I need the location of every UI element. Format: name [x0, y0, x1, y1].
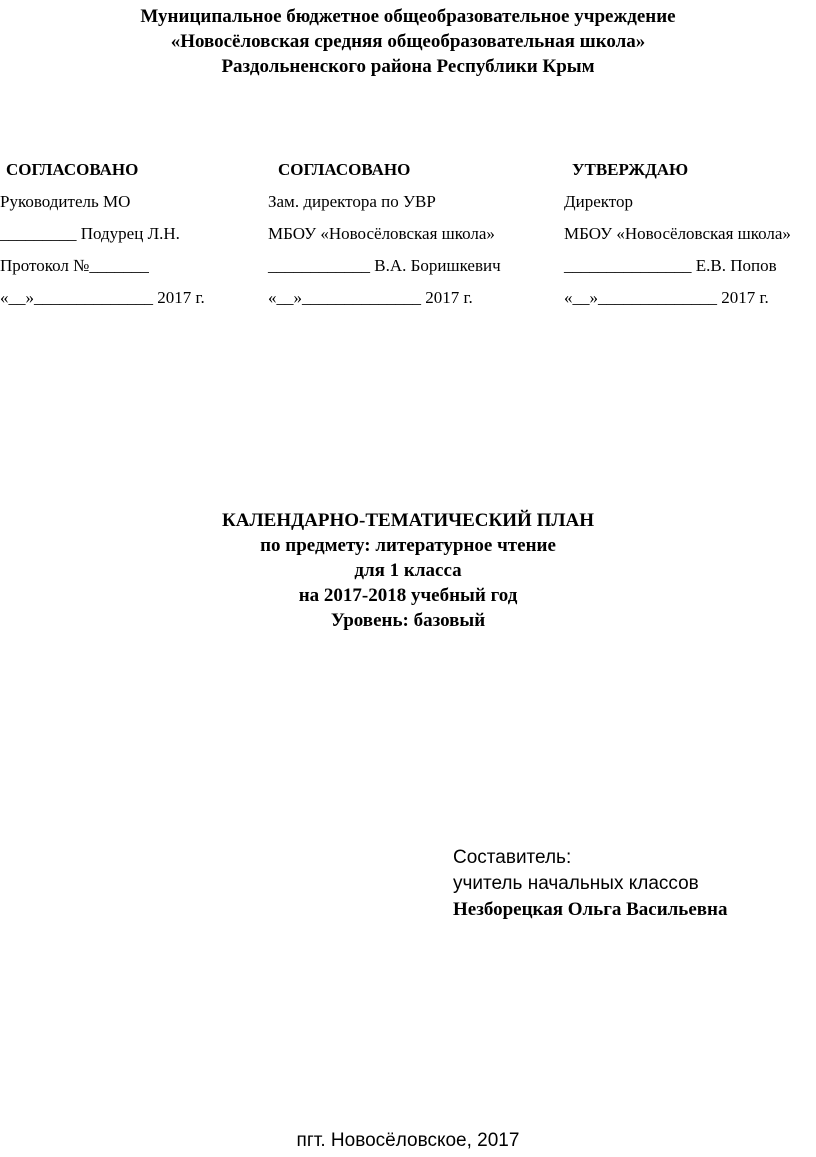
approval-block-deputy — [268, 154, 501, 314]
approval-title: УТВЕРЖДАЮ — [572, 160, 689, 179]
approval-organization: МБОУ «Новосёловская школа» — [564, 224, 791, 243]
plan-grade: для 1 класса — [354, 560, 462, 581]
approval-signature: ____________ В.А. Боришкевич — [268, 256, 501, 275]
approval-protocol: Протокол №_______ — [0, 256, 149, 275]
approval-signature: _________ Подурец Л.Н. — [0, 224, 180, 243]
approval-role: Зам. директора по УВР — [268, 192, 436, 211]
header-line-school-name: «Новосёловская средняя общеобразовательная школа» — [170, 31, 646, 52]
approval-title: СОГЛАСОВАНО — [278, 160, 411, 179]
approval-date: «__»______________ 2017 г. — [268, 288, 473, 307]
author-label: Составитель: — [453, 847, 572, 868]
approval-organization: МБОУ «Новосёловская школа» — [268, 224, 495, 243]
approval-role: Руководитель МО — [0, 192, 131, 211]
plan-title-block — [0, 508, 816, 633]
approval-date: «__»______________ 2017 г. — [564, 288, 769, 307]
header-line-institution: Муниципальное бюджетное общеобразовательное учреждение — [140, 6, 676, 27]
footer-place-year: пгт. Новосёловское, 2017 — [296, 1130, 520, 1151]
approval-signature: _______________ Е.В. Попов — [564, 256, 777, 275]
approval-date: «__»______________ 2017 г. — [0, 288, 205, 307]
author-block — [453, 845, 728, 923]
approval-title: СОГЛАСОВАНО — [6, 160, 139, 179]
author-name: Незборецкая Ольга Васильевна — [453, 899, 728, 920]
plan-level: Уровень: базовый — [330, 610, 486, 631]
approval-role: Директор — [564, 192, 633, 211]
author-position: учитель начальных классов — [453, 873, 699, 894]
header-line-region: Раздольненского района Республики Крым — [221, 56, 595, 77]
plan-subject: по предмету: литературное чтение — [260, 535, 556, 556]
plan-title: КАЛЕНДАРНО-ТЕМАТИЧЕСКИЙ ПЛАН — [221, 510, 595, 531]
approval-block-mo — [0, 154, 205, 314]
plan-year: на 2017-2018 учебный год — [298, 585, 518, 606]
school-header — [0, 4, 816, 79]
approval-block-director — [564, 154, 791, 314]
